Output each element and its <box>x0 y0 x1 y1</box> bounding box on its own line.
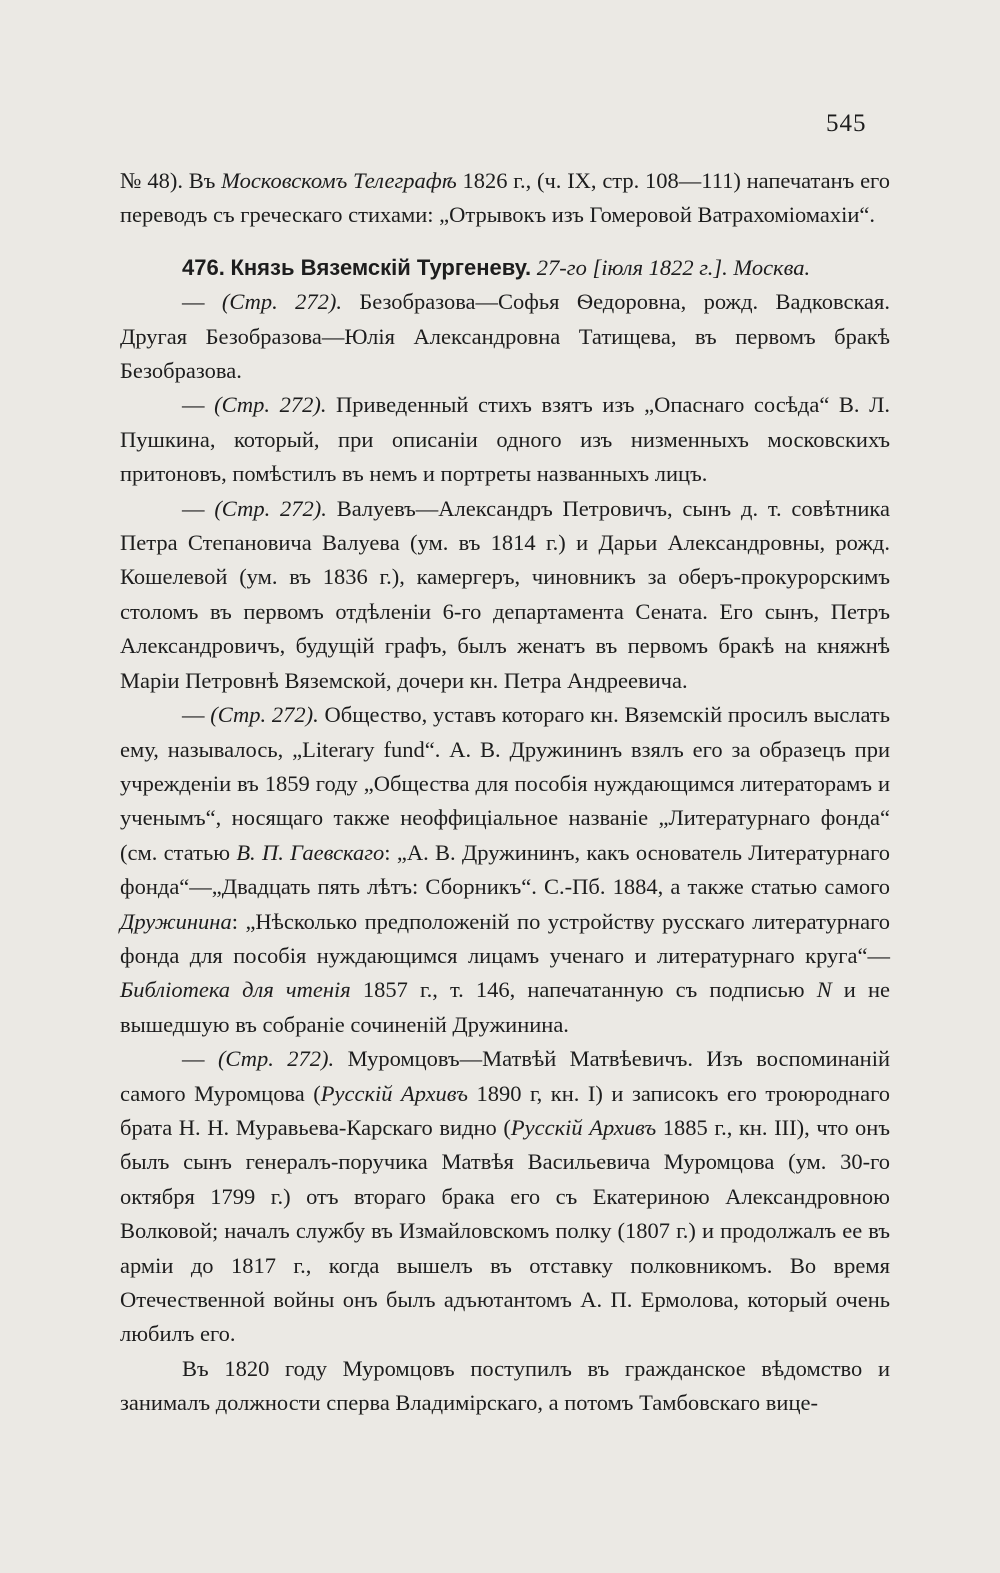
page-reference: (Стр. 272). <box>210 702 319 728</box>
page-reference: (Стр. 272). <box>221 289 342 315</box>
note-text: Безобразова—Софья Ѳедоровна, рожд. Вадковская. Другая Безобразова—Юлія Александровна Татищева, въ первомъ бракѣ Безобразова. <box>120 289 890 384</box>
note-paragraph <box>120 388 890 491</box>
note-paragraph <box>120 285 890 388</box>
note-text: Муромцовъ—Матвѣй Матвѣевичъ. Изъ воспоминаній самого Муромцова ( <box>120 1046 891 1106</box>
note-paragraph <box>120 1042 890 1352</box>
note-text: Общество, уставъ котораго кн. Вяземскій просилъ выслать ему, называлось, „Literary fund“. А. В. Дружининъ взялъ его за образецъ при учрежденіи въ 1859 году „Общества для пособія нуждающимся литераторамъ и ученымъ“, носящаго также неоффиціальное названіе „Литературнаго фонда“ (см. статью <box>120 702 891 865</box>
paragraph-continuation <box>120 164 890 233</box>
note-text: 1890 г, кн. I) и записокъ его троюроднаго брата Н. Н. Муравьева-Карскаго видно ( <box>120 1080 890 1140</box>
note-paragraph <box>120 492 890 698</box>
author-name: Дружинина <box>120 908 232 934</box>
journal-title: Русскій Архивъ <box>320 1080 468 1106</box>
note-text: : „Нѣсколько предположеній по устройству русскаго литературнаго фонда для пособія нуждающимся лицамъ ученаго и литературнаго круга“— <box>120 908 890 968</box>
entry-place: Москва. <box>733 254 811 280</box>
note-text: 1857 г., т. 146, напечатанную съ подписью <box>350 977 817 1003</box>
page-reference: (Стр. 272). <box>217 1046 335 1072</box>
note-text: Приведенный стихъ взятъ изъ „Опаснаго сосѣда“ В. Л. Пушкина, который, при описаніи одного изъ низменныхъ московскихъ притоновъ, помѣстилъ въ немъ и портреты названныхъ лицъ. <box>120 392 890 487</box>
text-span: 1826 г., (ч. IX, стр. 108—111) напечатанъ его переводъ съ греческаго стихами: „Отрывокъ изъ Гомеровой Ватрахоміомахіи“. <box>120 168 890 228</box>
page-reference: (Стр. 272). <box>214 495 327 521</box>
journal-title: Библіотека для чтенія <box>120 977 351 1003</box>
letter-heading <box>120 251 890 285</box>
journal-title: Русскій Архивъ <box>510 1114 657 1140</box>
journal-title: Московскомъ Телеграфѣ <box>221 168 457 193</box>
note-dash: — <box>182 392 215 418</box>
note-dash: — <box>182 289 222 315</box>
note-text: и не вышедшую въ собраніе сочиненій Дружинина. <box>120 977 890 1037</box>
note-dash: — <box>182 495 215 521</box>
note-text: : „А. В. Дружининъ, какъ основатель Литературнаго фонда“—„Двадцать пять лѣтъ: Сборникъ“. С.-Пб. 1884, а также статью самого <box>120 839 890 900</box>
entry-date: 27-го [іюля 1822 г.]. <box>536 254 728 280</box>
text-span: № 48). Въ <box>120 168 222 193</box>
page-number: 545 <box>826 110 867 137</box>
note-dash: — <box>182 1046 218 1072</box>
note-paragraph <box>120 698 890 1042</box>
note-dash: — <box>182 702 211 728</box>
entry-title: Князь Вяземскій Тургеневу. <box>230 254 532 280</box>
note-text: Валуевъ—Александръ Петровичъ, сынъ д. т. совѣтника Петра Степановича Валуева (ум. въ 1814 г.) и Дарьи Александровны, рожд. Кошелевой (ум. въ 1836 г.), камергеръ, чиновникъ за оберъ-прокурорскимъ столомъ въ первомъ отдѣленіи 6-го департамента Сената. Его сынъ, Петръ Александровичъ, будущій графъ, былъ женатъ въ первомъ бракѣ на княжнѣ Маріи Петровнѣ Вяземской, дочери кн. Петра Андреевича. <box>120 495 890 693</box>
paragraph: Въ 1820 году Муромцовъ поступилъ въ гражданское вѣдомство и занималъ должности сперва Владимірскаго, а потомъ Тамбовскаго вице- <box>120 1355 890 1416</box>
author-name: В. П. Гаевскаго <box>236 839 385 865</box>
page-reference: (Стр. 272). <box>214 392 327 418</box>
signature-letter: N <box>816 977 832 1003</box>
page-body <box>120 164 890 1421</box>
entry-number: 476. <box>182 254 225 280</box>
note-text: 1885 г., кн. III), что онъ былъ сынъ генералъ-поручика Матвѣя Васильевича Муромцова (ум. 30-го октября 1799 г.) отъ втораго брака его съ Екатериною Александровною Волковой; началъ службу въ Измайловскомъ полку (1807 г.) и продолжалъ ее въ арміи до 1817 г., когда вышелъ въ отставку полковникомъ. Во время Отечественной войны онъ былъ адъютантомъ А. П. Ермолова, который очень любилъ его. <box>120 1114 890 1347</box>
